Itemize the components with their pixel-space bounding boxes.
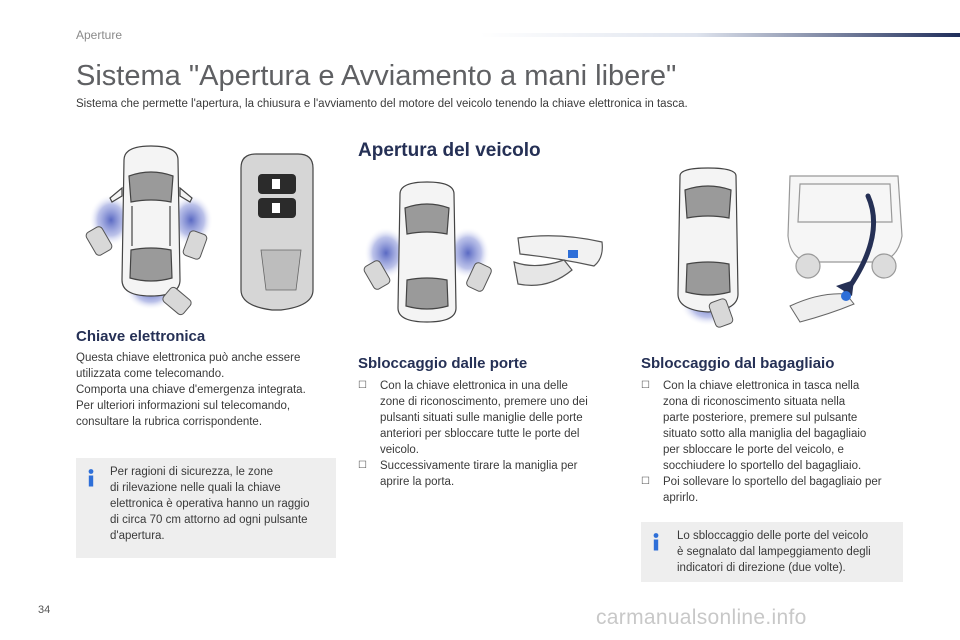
text-line: consultare la rubrica corrispondente.: [76, 416, 263, 428]
text-line: elettronica è operativa hanno un raggio: [110, 498, 310, 510]
watermark: carmanualsonline.info: [596, 606, 807, 629]
electronic-key-icon: [241, 154, 313, 310]
info-icon: [649, 532, 663, 552]
doors-steps-list: [358, 378, 610, 490]
section-label: Aperture: [76, 28, 123, 42]
checkbox-bullet-icon: ☐: [358, 460, 367, 471]
boot-heading: Sbloccaggio dal bagagliaio: [641, 355, 835, 372]
text-line: pulsanti situati sulle maniglie delle porte: [380, 412, 583, 424]
doors-heading: Sbloccaggio dalle porte: [358, 355, 528, 372]
checkbox-bullet-icon: ☐: [358, 380, 367, 391]
hand-icon: [790, 291, 854, 322]
text-line: di rilevazione nelle quali la chiave: [110, 482, 281, 494]
key-description: [76, 350, 336, 430]
text-line: Poi sollevare lo sportello del bagagliaio per: [663, 476, 882, 488]
opening-section-heading: Apertura del veicolo: [358, 140, 541, 161]
text-line: Con la chiave elettronica in una delle: [380, 380, 568, 392]
text-line: è segnalato dal lampeggiamento degli: [677, 546, 871, 558]
text-line: Successivamente tirare la maniglia per: [380, 460, 578, 472]
text-line: utilizzata come telecomando.: [76, 368, 225, 380]
text-line: veicolo.: [380, 444, 419, 456]
text-line: indicatori di direzione (due volte).: [677, 562, 846, 574]
list-item: [358, 458, 610, 490]
text-line: Comporta una chiave d'emergenza integrata.: [76, 384, 306, 396]
text-line: socchiudere lo sportello del bagagliaio.: [663, 460, 862, 472]
text-line: aprirlo.: [663, 492, 699, 504]
door-unlock-illustration: [358, 178, 608, 328]
lock-icon: [272, 179, 280, 189]
text-line: aprire la porta.: [380, 476, 455, 488]
car-top-view-icon: [398, 182, 456, 322]
car-top-view-icon: [678, 168, 738, 312]
text-line: Per ragioni di sicurezza, le zone: [110, 466, 273, 478]
text-line: zona di riconoscimento situata nella: [663, 396, 846, 408]
text-line: zone di riconoscimento, premere uno dei: [380, 396, 588, 408]
list-item: [641, 474, 907, 506]
text-line: per sbloccare le porte del veicolo, e: [663, 444, 844, 456]
boot-steps-list: [641, 378, 907, 506]
text-line: d'apertura.: [110, 530, 165, 542]
car-rear-icon: [788, 176, 902, 278]
info-icon: [84, 468, 98, 488]
page-title: Sistema "Apertura e Avviamento a mani libere": [76, 60, 677, 92]
info-box-safety: [76, 458, 336, 558]
info-box-signal: [641, 522, 903, 582]
boot-unlock-illustration: [640, 166, 904, 332]
door-handle-icon: [514, 236, 602, 286]
text-line: parte posteriore, premere sul pulsante: [663, 412, 858, 424]
info-text: [110, 464, 309, 544]
page-number: 34: [38, 604, 51, 616]
checkbox-bullet-icon: ☐: [641, 380, 650, 391]
text-line: di circa 70 cm attorno ad ogni pulsante: [110, 514, 308, 526]
text-line: anteriori per sbloccare tutte le porte del: [380, 428, 580, 440]
page-subtitle: Sistema che permette l'apertura, la chiusura e l'avviamento del motore del veicolo tenendo la chiave elettronica in tasca.: [76, 98, 688, 110]
info-text: [677, 528, 871, 576]
boot-button-icon: [841, 291, 851, 301]
text-line: situato sotto alla maniglia del bagagliaio: [663, 428, 867, 440]
text-line: Questa chiave elettronica può anche essere: [76, 352, 301, 364]
list-item: [641, 378, 907, 474]
checkbox-bullet-icon: ☐: [641, 476, 650, 487]
text-line: Con la chiave elettronica in tasca nella: [663, 380, 860, 392]
key-detection-illustration: [76, 140, 326, 320]
unlock-icon: [272, 203, 280, 213]
key-section-heading: Chiave elettronica: [76, 328, 206, 345]
text-line: Per ulteriori informazioni sul telecomando,: [76, 400, 291, 412]
list-item: [358, 378, 610, 458]
text-line: Lo sbloccaggio delle porte del veicolo: [677, 530, 869, 542]
handle-button-icon: [568, 250, 578, 258]
header-gradient-bar: [480, 33, 960, 37]
